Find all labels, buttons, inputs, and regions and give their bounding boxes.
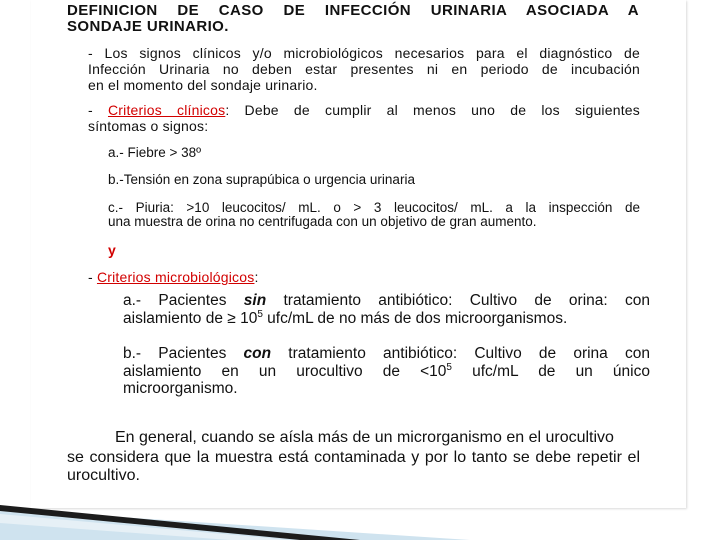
micro-a2-prefix: aislamiento de ≥ 10 [123,310,258,327]
conclusion-line-2: se considera que la muestra está contaminada y por lo tanto se debe repetir el [67,449,640,466]
decorative-stripes [0,505,720,540]
micro-a-rest: tratamiento antibiótico: Cultivo de orina: con [266,292,650,309]
clinical-criteria-text: : Debe de cumplir al menos uno de los siguientes [225,102,640,118]
micro-a2-rest: ufc/mL de no más de dos microorganismos. [262,310,568,327]
micro-b-emphasis: con [243,345,272,362]
clinical-dash: - [88,102,108,118]
clinical-criteria-line-1 [88,102,640,118]
micro-b2-exponent: 5 [446,362,452,373]
conclusion-line-3: urocultivo. [67,467,140,484]
intro-line-3: en el momento del sondaje urinario. [88,77,318,93]
micro-b-rest: tratamiento antibiótico: Cultivo de orina con [271,345,650,362]
intro-line-2: Infección Urinaria no deben estar presentes ni en periodo de incubación [88,61,640,77]
micro-b2-rest: ufc/mL de un único [451,363,650,380]
conclusion-line-1: En general, cuando se aísla más de un microrganismo en el urocultivo [115,429,614,446]
clinical-item-c-line-2: una muestra de orina no centrifugada con un objetivo de gran aumento. [108,214,537,229]
microbiological-criteria-line [88,269,259,285]
intro-line-1: - Los signos clínicos y/o microbiológicos necesarios para el diagnóstico de [88,45,640,61]
microbiological-criteria-heading: Criterios microbiológicos [96,269,255,285]
clinical-item-c-line-1: c.- Piuria: >10 leucocitos/ mL. o > 3 leucocitos/ mL. a la inspección de [108,200,640,215]
micro-a-prefix: a.- Pacientes [123,292,244,309]
micro-item-b-line-3: microorganismo. [123,380,238,397]
micro-b2-prefix: aislamiento en un urocultivo de <10 [123,363,447,380]
title-line-2: SONDAJE URINARIO. [67,18,229,35]
title-line-1: DEFINICION DE CASO DE INFECCIÓN URINARIA ASOCIADA A [67,2,639,19]
micro-b-prefix: b.- Pacientes [123,345,244,362]
clinical-criteria-line-2: síntomas o signos: [88,118,209,134]
micro-item-b-line-2 [123,363,650,381]
connector-y: y [108,242,116,258]
micro-item-b-line-1 [123,345,650,363]
microbiological-dash: - [88,269,97,285]
clinical-item-b: b.-Tensión en zona suprapúbica o urgencia urinaria [108,172,415,187]
clinical-criteria-heading: Criterios clínicos [107,102,226,118]
micro-item-a-line-1 [123,292,650,310]
clinical-item-a: a.- Fiebre > 38º [108,145,202,160]
micro-a-emphasis: sin [243,292,267,309]
micro-item-a-line-2 [123,310,567,328]
microbiological-colon: : [254,269,259,285]
micro-a2-exponent: 5 [257,309,263,320]
